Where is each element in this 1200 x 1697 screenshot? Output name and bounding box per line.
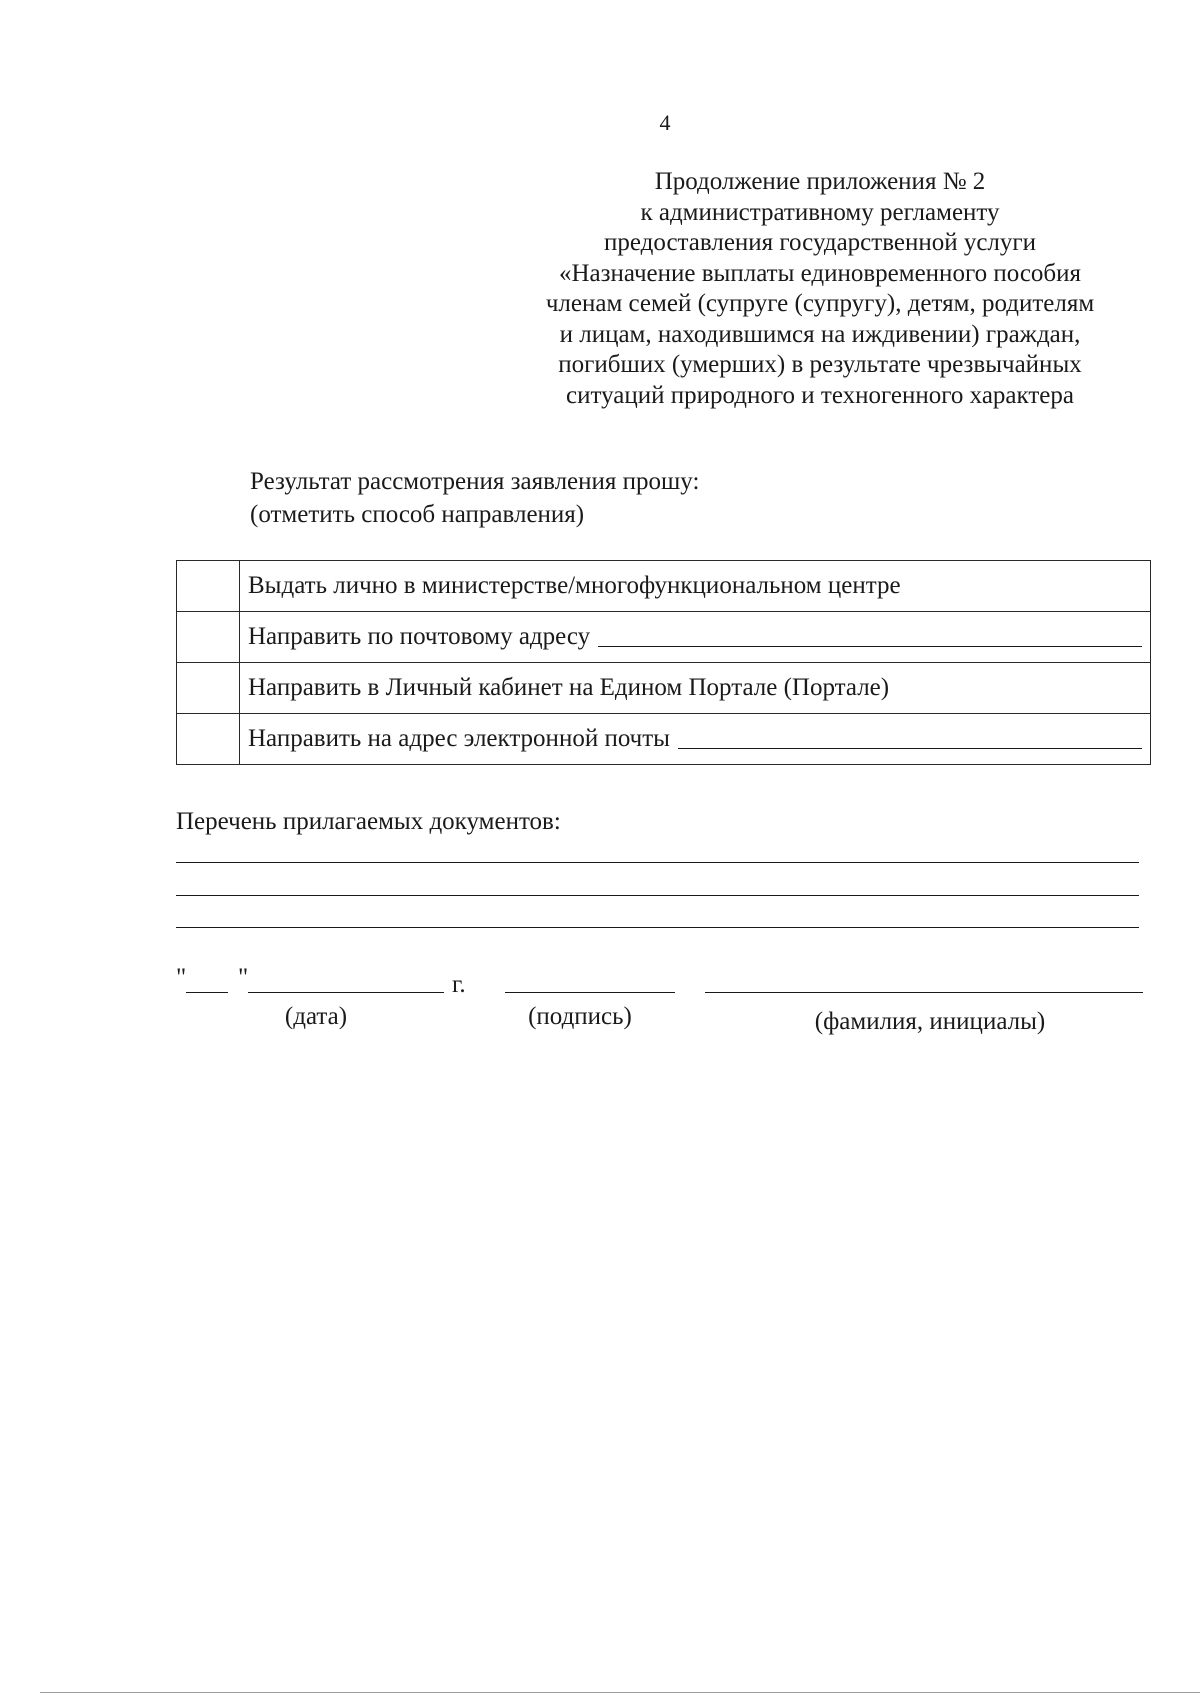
year-suffix: г. [452, 971, 466, 998]
delivery-option-label: Выдать лично в министерстве/многофункциональном центре [248, 572, 901, 599]
postal-address-field[interactable] [598, 645, 1142, 647]
result-heading: Результат рассмотрения заявления прошу: [250, 468, 700, 495]
date-month-field[interactable] [248, 992, 444, 993]
date-day-field[interactable] [186, 992, 228, 993]
appendix-header-line: ситуаций природного и техногенного характера [566, 381, 1074, 409]
delivery-option-row [177, 714, 1151, 765]
delivery-option-label: Направить по почтовому адресу [248, 623, 591, 650]
full-name-field[interactable] [705, 992, 1143, 993]
document-entry-line[interactable] [176, 927, 1139, 928]
delivery-options-table [176, 560, 1151, 765]
appendix-header-line: Продолжение приложения № 2 [654, 168, 986, 195]
document-entry-line[interactable] [176, 862, 1139, 863]
date-quote-close: " [238, 964, 249, 991]
appendix-header-line: погибших (умерших) в результате чрезвычайных [558, 351, 1082, 378]
page-number: 4 [659, 110, 671, 135]
appendix-header-line: предоставления государственной услуги [603, 229, 1037, 256]
date-caption: (дата) [284, 1003, 348, 1030]
delivery-option-checkbox[interactable] [177, 612, 240, 663]
delivery-option-cell [240, 612, 1151, 663]
delivery-option-label: Направить на адрес электронной почты [248, 725, 670, 752]
delivery-option-cell [240, 561, 1151, 612]
appendix-header [500, 167, 1140, 411]
result-section [250, 465, 699, 531]
document-entry-line[interactable] [176, 895, 1139, 896]
page-bottom-edge [40, 1692, 1200, 1693]
date-quote-open: " [176, 964, 187, 991]
delivery-option-cell [240, 663, 1151, 714]
documents-heading: Перечень прилагаемых документов: [176, 808, 561, 835]
delivery-option-checkbox[interactable] [177, 714, 240, 765]
name-caption: (фамилия, инициалы) [814, 1008, 1046, 1035]
delivery-option-cell [240, 714, 1151, 765]
appendix-header-line: к административному регламенту [640, 198, 1000, 226]
appendix-header-line: «Назначение выплаты единовременного пособия [558, 259, 1082, 287]
signature-field[interactable] [505, 992, 675, 993]
appendix-header-line: и лицам, находившимся на иждивении) граждан, [559, 320, 1081, 348]
delivery-option-row [177, 612, 1151, 663]
delivery-option-checkbox[interactable] [177, 663, 240, 714]
delivery-option-checkbox[interactable] [177, 561, 240, 612]
signature-caption: (подпись) [528, 1003, 632, 1030]
result-subheading: (отметить способ направления) [250, 501, 585, 528]
delivery-option-row [177, 561, 1151, 612]
email-address-field[interactable] [678, 747, 1142, 749]
delivery-option-label: Направить в Личный кабинет на Едином Портале (Портале) [248, 674, 890, 701]
appendix-header-line: членам семей (супруге (супругу), детям, родителям [545, 290, 1095, 317]
delivery-option-row [177, 663, 1151, 714]
